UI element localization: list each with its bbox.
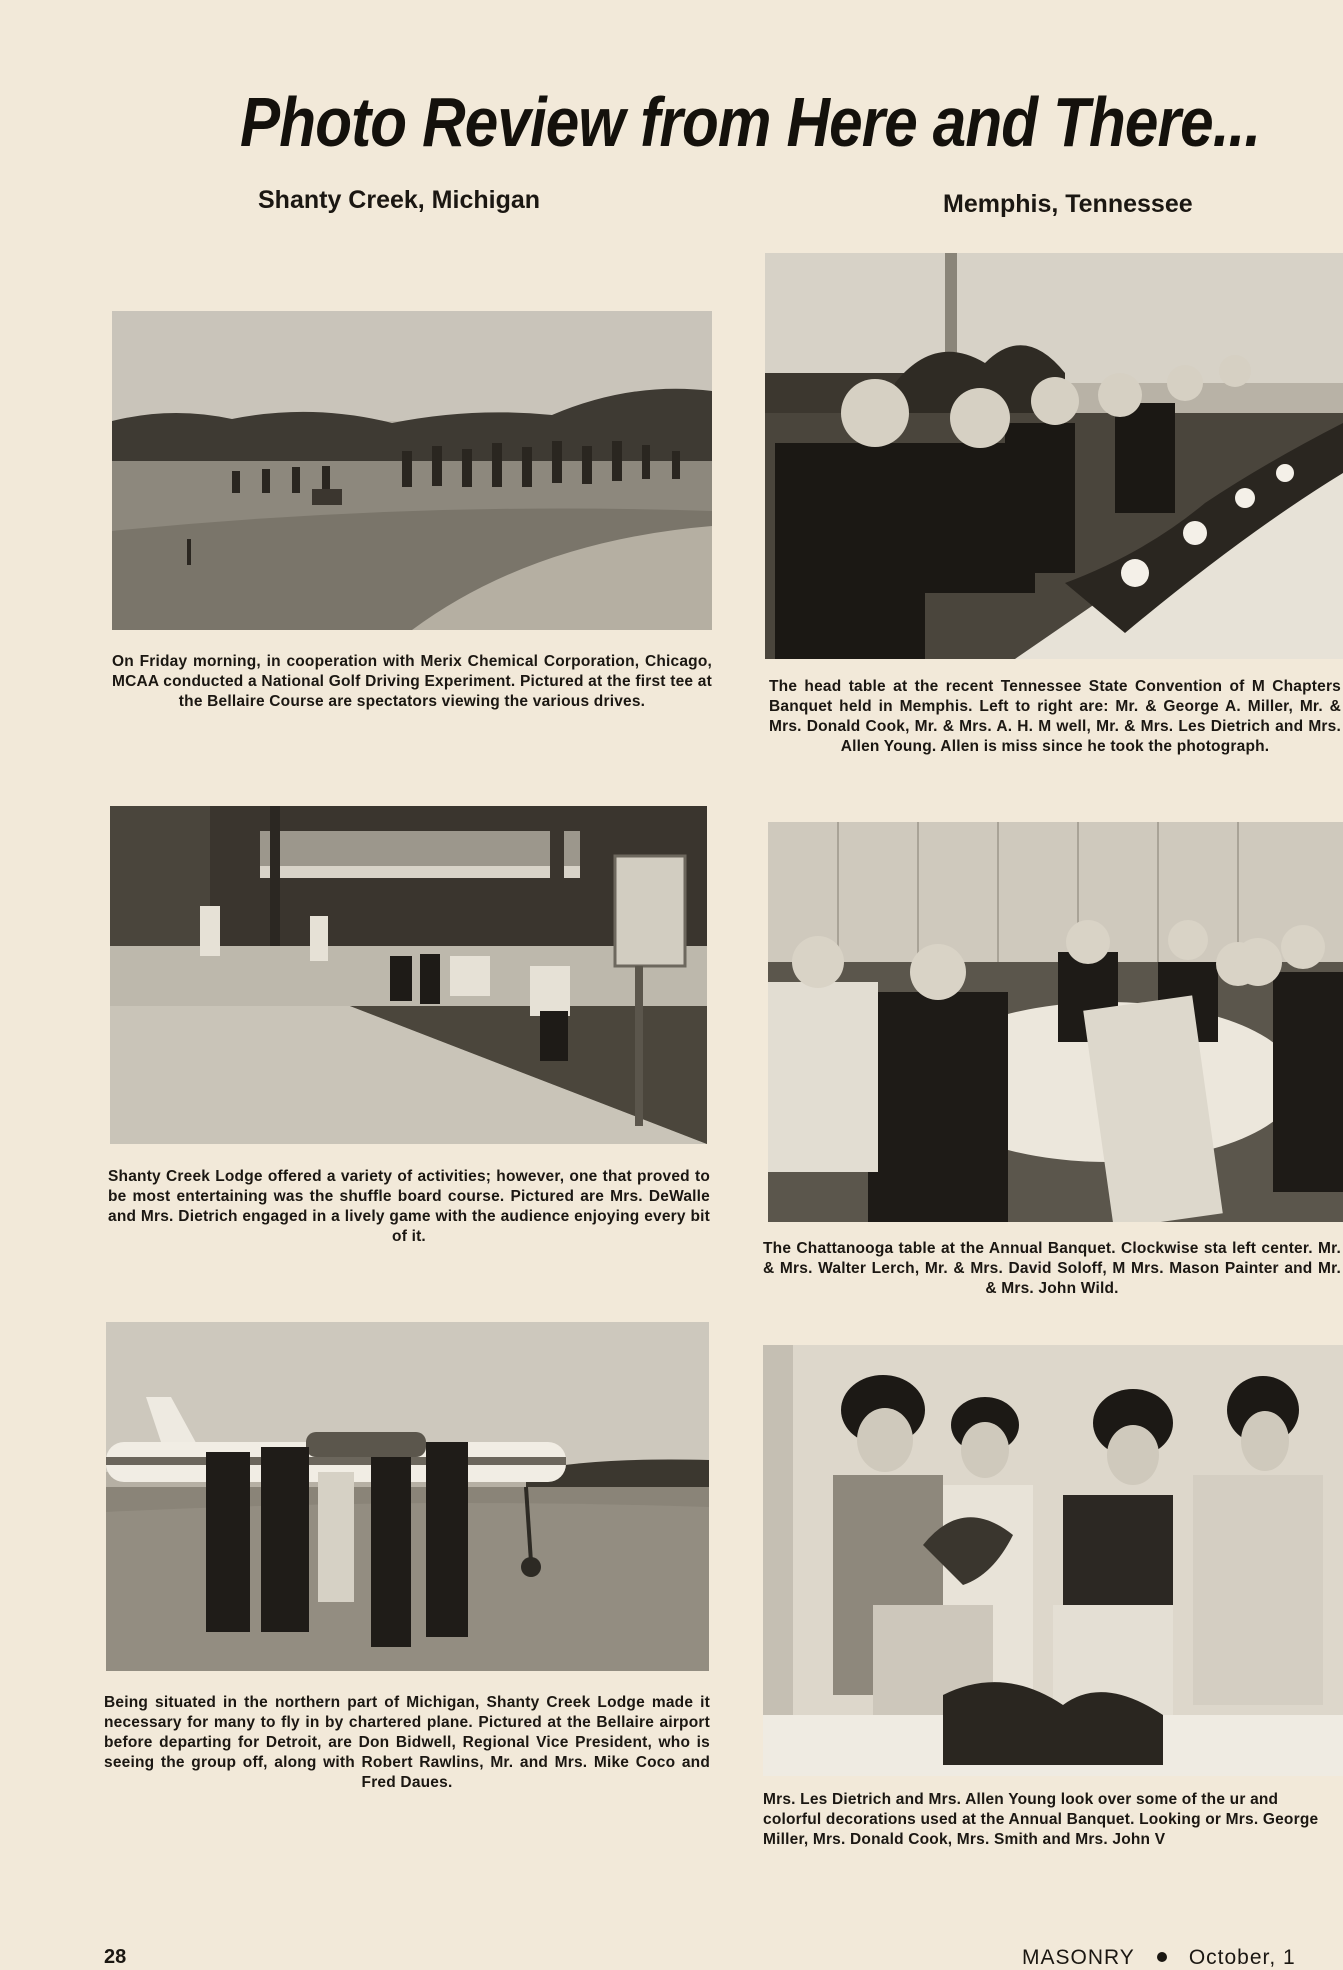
caption-chartered-plane: Being situated in the northern part of Michigan, Shanty Creek Lodge made it necessary for many to fly in by chartered plane. Pictured at the Bellaire airport before departing for Detroit, are Don Bidwell, Regional Vice President, who is seeing the group off, along with Robert Rawlins, Mr. and Mrs. Mike Coco and Fred Daues. xyxy=(104,1694,710,1791)
publication-name: MASONRY xyxy=(1022,1946,1135,1969)
photo-chattanooga-table xyxy=(768,822,1343,1222)
page-number: 28 xyxy=(104,1946,127,1968)
photo-shuffleboard xyxy=(110,806,707,1144)
footer-publication-line xyxy=(1022,1946,1296,1970)
right-column-heading: Memphis, Tennessee xyxy=(943,190,1193,218)
caption-banquet-decorations: Mrs. Les Dietrich and Mrs. Allen Young look over some of the ur and colorful decorations used at the Annual Banquet. Looking or Mrs. George Miller, Mrs. Donald Cook, Mrs. Smith and Mrs. John V xyxy=(763,1791,1319,1848)
photo-chartered-plane xyxy=(106,1322,709,1671)
publication-date: October, 1 xyxy=(1188,1946,1296,1969)
caption-golf-driving: On Friday morning, in cooperation with Merix Chemical Corporation, Chicago, MCAA conducted a National Golf Driving Experiment. Pictured at the first tee at the Bellaire Course are spectators viewing the various drives. xyxy=(112,653,712,710)
photo-banquet-decorations xyxy=(763,1345,1343,1776)
photo-golf-driving xyxy=(112,311,712,630)
bullet-dot-icon xyxy=(1157,1952,1167,1962)
caption-head-table: The head table at the recent Tennessee State Convention of M Chapters Banquet held in Memphis. Left to right are: Mr. & George A. Miller, Mr. & Mrs. Donald Cook, Mr. & Mrs. A. H. M well, Mr. & Mrs. Les Dietrich and Mrs. Allen Young. Allen is miss since he took the photograph. xyxy=(769,678,1341,755)
caption-chattanooga-table: The Chattanooga table at the Annual Banquet. Clockwise sta left center. Mr. & Mrs. Walter Lerch, Mr. & Mrs. David Soloff, M Mrs. Mason Painter and Mr. & Mrs. John Wild. xyxy=(763,1240,1341,1297)
page-title: Photo Review from Here and There... xyxy=(240,83,1261,161)
caption-shuffleboard: Shanty Creek Lodge offered a variety of activities; however, one that proved to be most entertaining was the shuffle board course. Pictured are Mrs. DeWalle and Mrs. Dietrich engaged in a lively game with the audience enjoying every bit of it. xyxy=(108,1168,710,1245)
photo-head-table xyxy=(765,253,1343,659)
left-column-heading: Shanty Creek, Michigan xyxy=(258,186,541,214)
